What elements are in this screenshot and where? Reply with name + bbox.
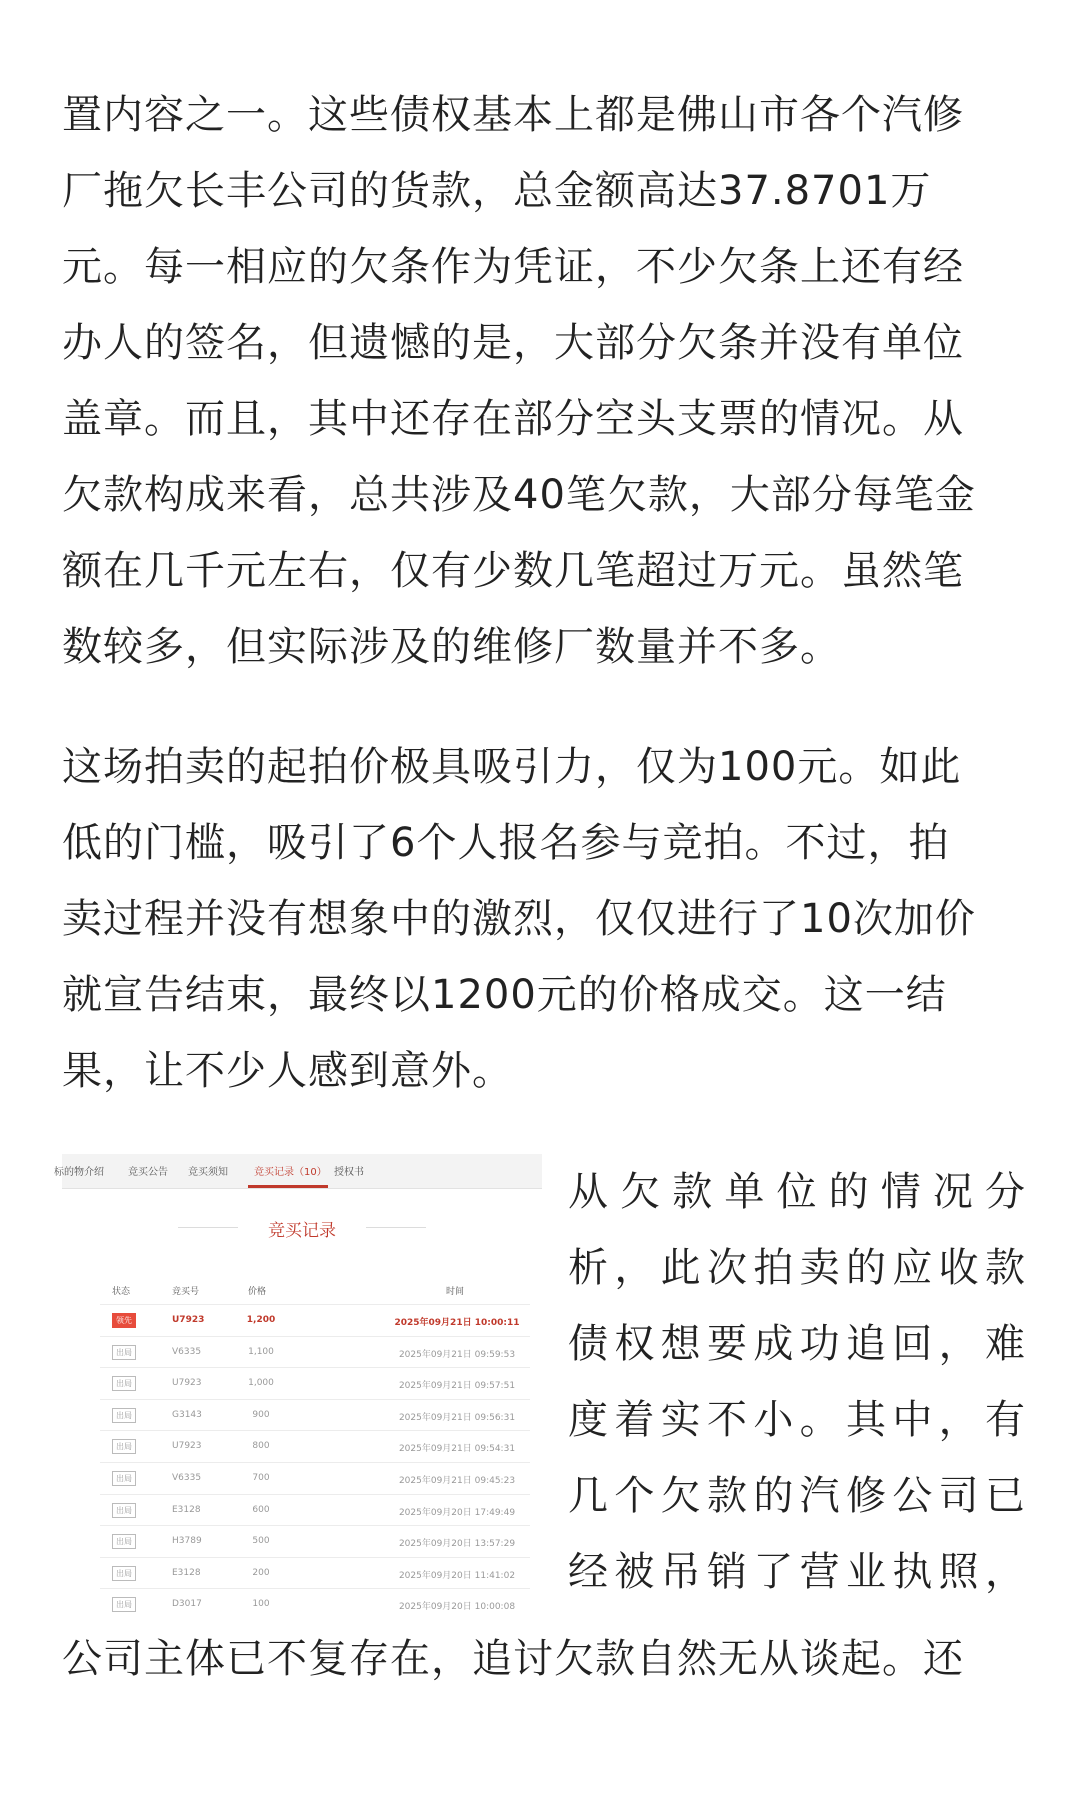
bid-time: 2025年09月20日 17:49:49	[398, 1507, 516, 1518]
status-badge: 出局	[112, 1345, 136, 1360]
bid-price: 1,100	[248, 1346, 274, 1357]
text-line: 厂拖欠长丰公司的货款，总金额高达37.8701万	[62, 168, 932, 214]
status-badge: 领先	[112, 1313, 136, 1328]
status-badge: 出局	[112, 1534, 136, 1549]
bid-price: 800	[252, 1441, 270, 1452]
table-row	[100, 1430, 530, 1462]
bid-price: 700	[252, 1472, 270, 1483]
bidder-number: G3143	[172, 1409, 202, 1420]
tab-notice[interactable]: 竞买须知	[188, 1167, 228, 1178]
text-line: 欠款构成来看，总共涉及40笔欠款，大部分每笔金	[62, 472, 976, 518]
bid-time: 2025年09月21日 10:00:11	[394, 1318, 520, 1328]
bidder-number: U7923	[172, 1315, 205, 1325]
text-line: 额在几千元左右，仅有少数几笔超过万元。虽然笔	[62, 548, 964, 594]
bid-time: 2025年09月21日 09:45:23	[398, 1475, 516, 1486]
table-row	[100, 1557, 530, 1589]
status-badge: 出局	[112, 1408, 136, 1423]
bid-time: 2025年09月21日 09:59:53	[398, 1349, 516, 1360]
status-badge: 出局	[112, 1471, 136, 1486]
bid-price: 600	[252, 1504, 270, 1515]
text-line: 析，此次拍卖的应收款	[568, 1245, 1026, 1291]
auction-tabs	[54, 1154, 542, 1189]
bid-price: 1,200	[246, 1315, 276, 1325]
tab-bid-record[interactable]: 竞买记录（10）	[254, 1167, 327, 1178]
bid-price: 900	[252, 1409, 270, 1420]
bid-time: 2025年09月20日 13:57:29	[398, 1539, 516, 1550]
text-line: 公司主体已不复存在，追讨欠款自然无从谈起。还	[62, 1636, 964, 1682]
column-header: 时间	[446, 1287, 465, 1297]
paragraph-continuation	[62, 1621, 1027, 1697]
text-line: 卖过程并没有想象中的激烈，仅仅进行了10次加价	[62, 896, 976, 942]
status-badge: 出局	[112, 1439, 136, 1454]
column-header: 竞买号	[172, 1287, 200, 1297]
bid-table-body	[100, 1304, 530, 1620]
bid-price: 500	[252, 1536, 270, 1547]
status-badge: 出局	[112, 1597, 136, 1612]
table-row	[100, 1525, 530, 1557]
text-line: 果，让不少人感到意外。	[62, 1048, 513, 1094]
status-badge: 出局	[112, 1503, 136, 1518]
bidder-number: V6335	[172, 1346, 202, 1357]
bid-record-title: 竞买记录	[268, 1221, 336, 1241]
table-row	[100, 1494, 530, 1526]
bid-time: 2025年09月20日 10:00:08	[398, 1602, 516, 1613]
bid-price: 100	[252, 1599, 270, 1610]
paragraph-recovery-analysis	[568, 1154, 1026, 1610]
bid-time: 2025年09月21日 09:56:31	[398, 1412, 516, 1423]
text-line: 从欠款单位的情况分	[568, 1169, 1026, 1215]
table-row	[100, 1304, 530, 1336]
table-row	[100, 1336, 530, 1368]
column-header: 价格	[248, 1287, 267, 1297]
bid-time: 2025年09月21日 09:57:51	[398, 1381, 516, 1392]
text-line: 置内容之一。这些债权基本上都是佛山市各个汽修	[62, 92, 964, 138]
text-line: 就宣告结束，最终以1200元的价格成交。这一结	[62, 972, 947, 1018]
tab-item-intro[interactable]: 标的物介绍	[54, 1167, 104, 1178]
tab-authorization[interactable]: 授权书	[334, 1167, 364, 1178]
text-line: 债权想要成功追回，难	[568, 1321, 1026, 1367]
column-header: 状态	[112, 1287, 131, 1297]
bidder-number: D3017	[172, 1599, 202, 1610]
text-line: 盖章。而且，其中还存在部分空头支票的情况。从	[62, 396, 964, 442]
paragraph-debt-details	[62, 77, 1027, 685]
auction-record-screenshot	[54, 1154, 542, 1613]
bidder-number: H3789	[172, 1536, 202, 1547]
text-line: 数较多，但实际涉及的维修厂数量并不多。	[62, 624, 841, 670]
table-row	[100, 1462, 530, 1494]
bid-time: 2025年09月20日 11:41:02	[398, 1570, 516, 1581]
bidder-number: U7923	[172, 1378, 202, 1389]
status-badge: 出局	[112, 1376, 136, 1391]
bidder-number: U7923	[172, 1441, 202, 1452]
paragraph-auction-process	[62, 729, 1027, 1109]
text-line: 低的门槛，吸引了6个人报名参与竞拍。不过，拍	[62, 820, 950, 866]
bid-price: 1,000	[248, 1378, 274, 1389]
bid-time: 2025年09月21日 09:54:31	[398, 1444, 516, 1455]
active-tab-indicator	[248, 1185, 328, 1188]
table-row	[100, 1588, 530, 1620]
table-row	[100, 1367, 530, 1399]
bidder-number: V6335	[172, 1472, 202, 1483]
text-line: 几个欠款的汽修公司已	[568, 1473, 1026, 1519]
tab-announcement[interactable]: 竞买公告	[128, 1167, 168, 1178]
text-line: 度着实不小。其中，有	[568, 1397, 1026, 1443]
bidder-number: E3128	[172, 1504, 201, 1515]
text-line: 元。每一相应的欠条作为凭证，不少欠条上还有经	[62, 244, 964, 290]
bidder-number: E3128	[172, 1567, 201, 1578]
status-badge: 出局	[112, 1566, 136, 1581]
text-line: 办人的签名，但遗憾的是，大部分欠条并没有单位	[62, 320, 964, 366]
bid-table-header	[100, 1278, 530, 1302]
text-line: 经被吊销了营业执照，	[568, 1549, 1026, 1595]
table-row	[100, 1399, 530, 1431]
text-line: 这场拍卖的起拍价极具吸引力，仅为100元。如此	[62, 744, 962, 790]
bid-price: 200	[252, 1567, 270, 1578]
